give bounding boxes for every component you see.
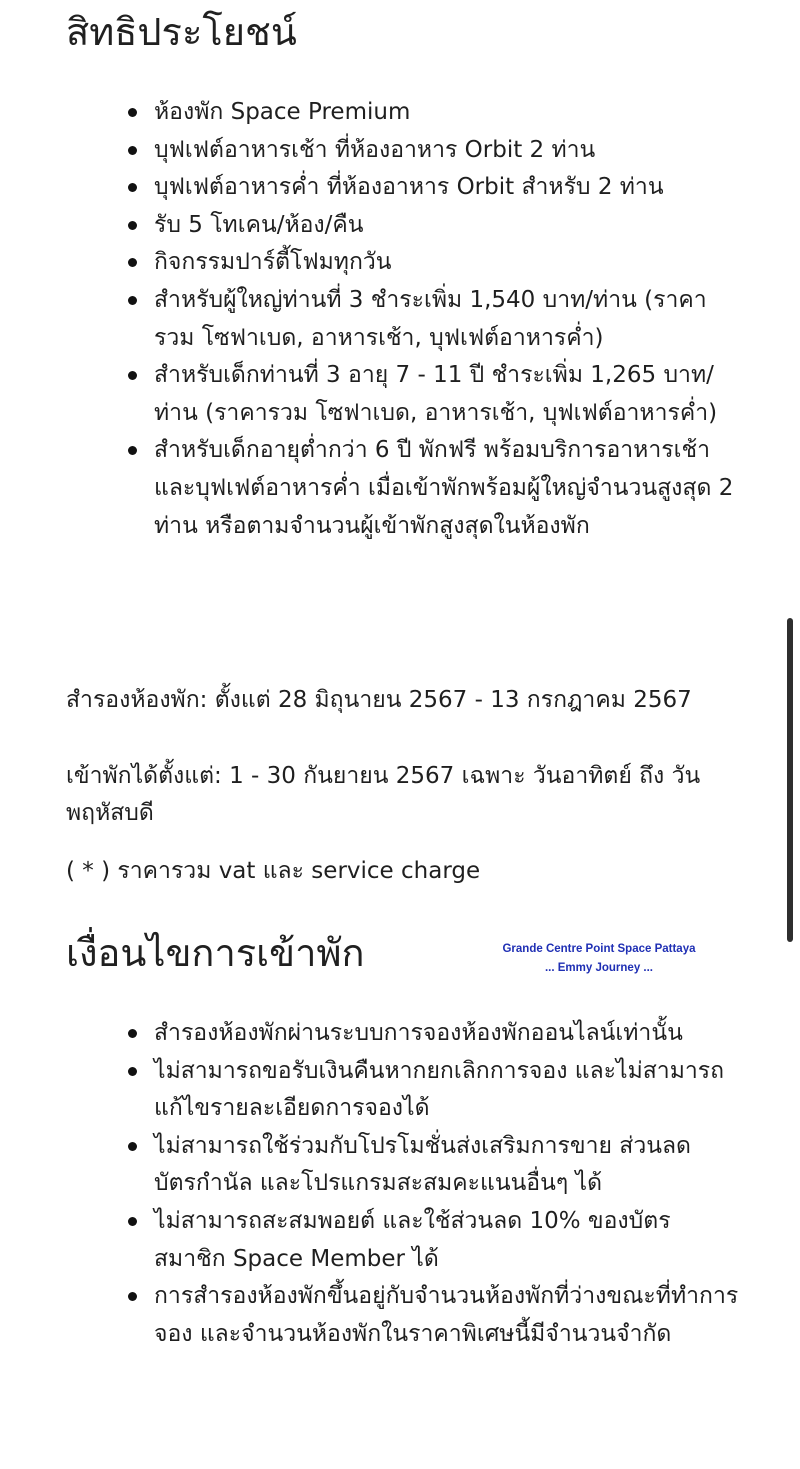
conditions-list [154,1015,740,1353]
condition-text: ไม่สามารถสะสมพอยต์ และใช้ส่วนลด 10% ของบัตรสมาชิก Space Member ได้ [154,1207,671,1272]
benefit-text: ห้องพัก Space Premium [154,99,411,125]
watermark [484,940,714,978]
price-note-text: ( * ) ราคารวม vat และ service charge [66,858,481,884]
benefit-text: บุฟเฟต์อาหารเช้า ที่ห้องอาหาร Orbit 2 ท่าน [154,136,596,163]
bullet-icon [128,1292,137,1301]
benefit-text: รับ 5 โทเคน/ห้อง/คืน [154,211,364,238]
bullet-icon [128,146,137,155]
bullet-icon [128,1029,137,1038]
benefit-text: สำหรับผู้ใหญ่ท่านที่ 3 ชำระเพิ่ม 1,540 บาท/ท่าน (ราคารวม โซฟาเบด, อาหารเช้า, บุฟเฟต์อาหารค่ำ) [154,286,707,351]
bullet-icon [128,1217,137,1226]
bullet-icon [128,183,137,192]
benefit-item-tokens [154,207,740,245]
condition-item-availability [154,1278,740,1353]
condition-item-no-points [154,1203,740,1278]
condition-item-online-only [154,1015,740,1053]
condition-text: สำรองห้องพักผ่านระบบการจองห้องพักออนไลน์เท่านั้น [154,1020,683,1046]
benefit-item-dinner [154,169,740,207]
condition-item-no-refund [154,1053,740,1128]
bullet-icon [128,446,137,455]
bullet-icon [128,108,137,117]
benefits-list [154,94,740,545]
benefit-item-space-premium [154,94,740,132]
bullet-icon [128,1067,137,1076]
bullet-icon [128,258,137,267]
benefit-item-child-free [154,432,740,545]
benefit-text: บุฟเฟต์อาหารค่ำ ที่ห้องอาหาร Orbit สำหรับ 2 ท่าน [154,174,664,201]
benefit-item-third-adult [154,282,740,357]
condition-text: ไม่สามารถขอรับเงินคืนหากยกเลิกการจอง และไม่สามารถแก้ไขรายละเอียดการจองได้ [154,1057,725,1122]
bullet-icon [128,1142,137,1151]
benefit-text: สำหรับเด็กท่านที่ 3 อายุ 7 - 11 ปี ชำระเพิ่ม 1,265 บาท/ท่าน (ราคารวม โซฟาเบด, อาหารเช้า, บุฟเฟต์อาหารค่ำ) [154,362,718,426]
benefit-text: กิจกรรมปาร์ตี้โฟมทุกวัน [154,249,392,276]
condition-item-no-combine [154,1128,740,1203]
benefit-item-breakfast [154,132,740,170]
watermark-line-2: ... Emmy Journey ... [544,962,653,974]
benefit-text: สำหรับเด็กอายุต่ำกว่า 6 ปี พักฟรี พร้อมบริการอาหารเช้าและบุฟเฟต์อาหารค่ำ เมื่อเข้าพักพร้อมผู้ใหญ่จำนวนสูงสุด 2 ท่าน หรือตามจำนวนผู้เข้าพักสูงสุดในห้องพัก [154,437,734,539]
benefits-heading: สิทธิประโยชน์ [66,10,297,54]
benefit-item-foam-party [154,244,740,282]
condition-text: การสำรองห้องพักขึ้นอยู่กับจำนวนห้องพักที่ว่างขณะที่ทำการจอง และจำนวนห้องพักในราคาพิเศษนี้มีจำนวนจำกัด [154,1283,739,1347]
benefit-item-third-child [154,357,740,432]
condition-text: ไม่สามารถใช้ร่วมกับโปรโมชั่นส่งเสริมการขาย ส่วนลด บัตรกำนัล และโปรแกรมสะสมคะแนนอื่นๆ ได้ [154,1132,691,1197]
bullet-icon [128,296,137,305]
conditions-heading: เงื่อนไขการเข้าพัก [66,931,365,975]
watermark-line-1: Grande Centre Point Space Pattaya [502,943,696,955]
booking-period-text: สำรองห้องพัก: ตั้งแต่ 28 มิถุนายน 2567 - 13 กรกฎาคม 2567 [66,687,692,713]
scrollbar-thumb[interactable] [787,618,793,942]
bullet-icon [128,221,137,230]
stay-period-text: เข้าพักได้ตั้งแต่: 1 - 30 กันยายน 2567 เฉพาะ วันอาทิตย์ ถึง วันพฤหัสบดี [66,763,701,826]
bullet-icon [128,371,137,380]
